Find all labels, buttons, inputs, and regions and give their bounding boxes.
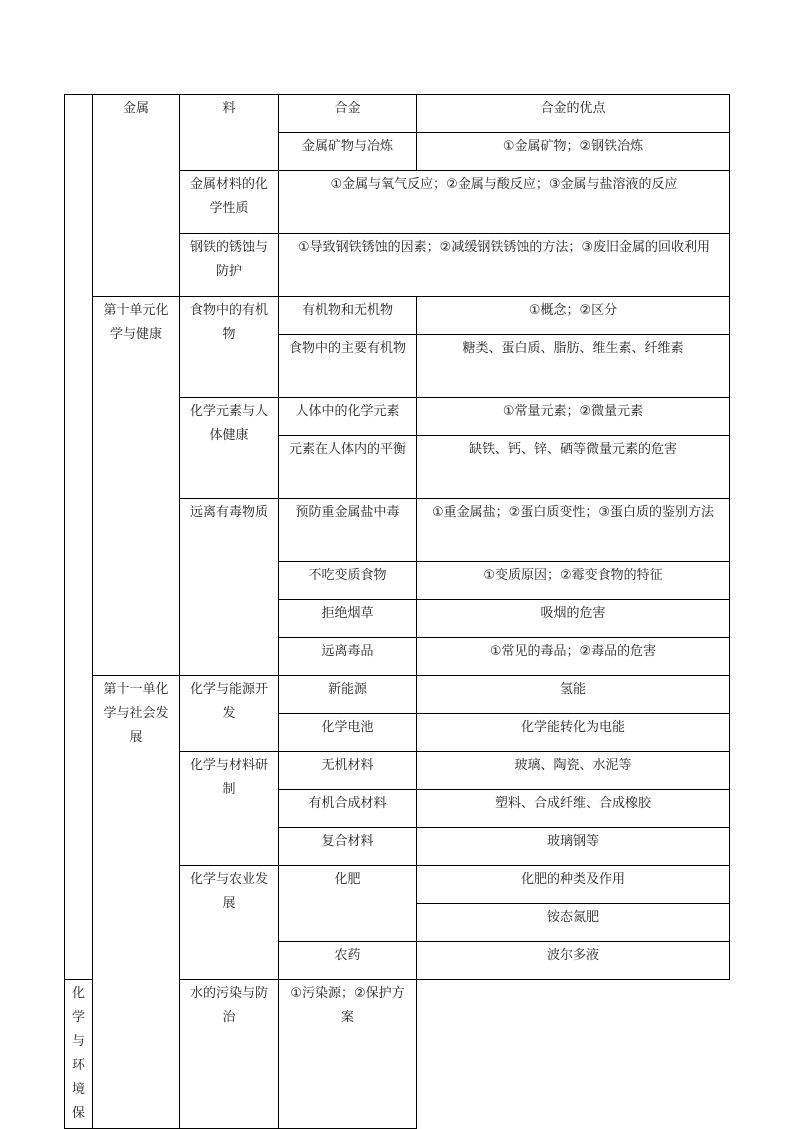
content-cell: 波尔多液 — [417, 942, 730, 980]
content-cell: 玻璃钢等 — [417, 828, 730, 866]
content-cell: 缺铁、钙、锌、硒等微量元素的危害 — [417, 436, 730, 499]
topic-cell: 金属矿物与冶炼 — [279, 133, 417, 171]
topic-cell: 无机材料 — [279, 752, 417, 790]
topic-cell: 食物中的主要有机物 — [279, 335, 417, 398]
table-row — [65, 95, 730, 133]
section-cell: 钢铁的锈蚀与防护 — [180, 234, 279, 297]
topic-cell: 有机合成材料 — [279, 790, 417, 828]
content-cell: ①变质原因；②霉变食物的特征 — [417, 562, 730, 600]
section-cell: 化学元素与人体健康 — [180, 398, 279, 499]
section-cell: 化学与能源开发 — [180, 676, 279, 752]
content-cell: 塑料、合成纤维、合成橡胶 — [417, 790, 730, 828]
section-cell: 化学与环境保 — [65, 980, 93, 1129]
content-cell: ①概念；②区分 — [417, 297, 730, 335]
table-row — [65, 297, 730, 335]
content-cell: 化学能转化为电能 — [417, 714, 730, 752]
section-cell: 食物中的有机物 — [180, 297, 279, 398]
knowledge-outline-table — [64, 94, 730, 1129]
content-cell: ①金属矿物；②钢铁冶炼 — [417, 133, 730, 171]
content-cell: 糖类、蛋白质、脂肪、维生素、纤维素 — [417, 335, 730, 398]
section-cell: 化学与农业发展 — [180, 866, 279, 980]
topic-cell: 化学电池 — [279, 714, 417, 752]
unit-title-cell: 第十单元化学与健康 — [93, 297, 180, 676]
section-cell: 化学与材料研制 — [180, 752, 279, 866]
left-margin-column — [65, 95, 93, 980]
topic-cell: 水的污染与防治 — [180, 980, 279, 1129]
topic-cell: 化肥 — [279, 866, 417, 942]
section-cell-materials: 料 — [180, 95, 279, 171]
table-row — [65, 676, 730, 714]
content-cell-wide: ①导致钢铁锈蚀的因素；②减缓钢铁锈蚀的方法；③废旧金属的回收利用 — [279, 234, 730, 297]
topic-cell: 元素在人体内的平衡 — [279, 436, 417, 499]
content-cell: 吸烟的危害 — [417, 600, 730, 638]
content-cell: 铵态氮肥 — [417, 904, 730, 942]
content-cell: ①污染源；②保护方案 — [279, 980, 417, 1129]
content-cell-wide: ①金属与氧气反应；②金属与酸反应；③金属与盐溶液的反应 — [279, 171, 730, 234]
content-cell: 合金的优点 — [417, 95, 730, 133]
topic-cell: 远离毒品 — [279, 638, 417, 676]
unit-title-cell: 第十一单化学与社会发展 — [93, 676, 180, 1129]
topic-cell: 有机物和无机物 — [279, 297, 417, 335]
topic-cell: 不吃变质食物 — [279, 562, 417, 600]
topic-cell: 预防重金属盐中毒 — [279, 499, 417, 562]
content-cell: ①常见的毒品；②毒品的危害 — [417, 638, 730, 676]
content-cell: 化肥的种类及作用 — [417, 866, 730, 904]
topic-cell: 复合材料 — [279, 828, 417, 866]
topic-cell: 人体中的化学元素 — [279, 398, 417, 436]
content-cell: 玻璃、陶瓷、水泥等 — [417, 752, 730, 790]
content-cell: ①常量元素；②微量元素 — [417, 398, 730, 436]
unit-cell-metal: 金属 — [93, 95, 180, 297]
section-cell: 金属材料的化学性质 — [180, 171, 279, 234]
content-cell: ①重金属盐；②蛋白质变性；③蛋白质的鉴别方法 — [417, 499, 730, 562]
section-cell: 远离有毒物质 — [180, 499, 279, 676]
content-cell: 氢能 — [417, 676, 730, 714]
topic-cell: 农药 — [279, 942, 417, 980]
topic-cell: 新能源 — [279, 676, 417, 714]
topic-cell: 合金 — [279, 95, 417, 133]
topic-cell: 拒绝烟草 — [279, 600, 417, 638]
